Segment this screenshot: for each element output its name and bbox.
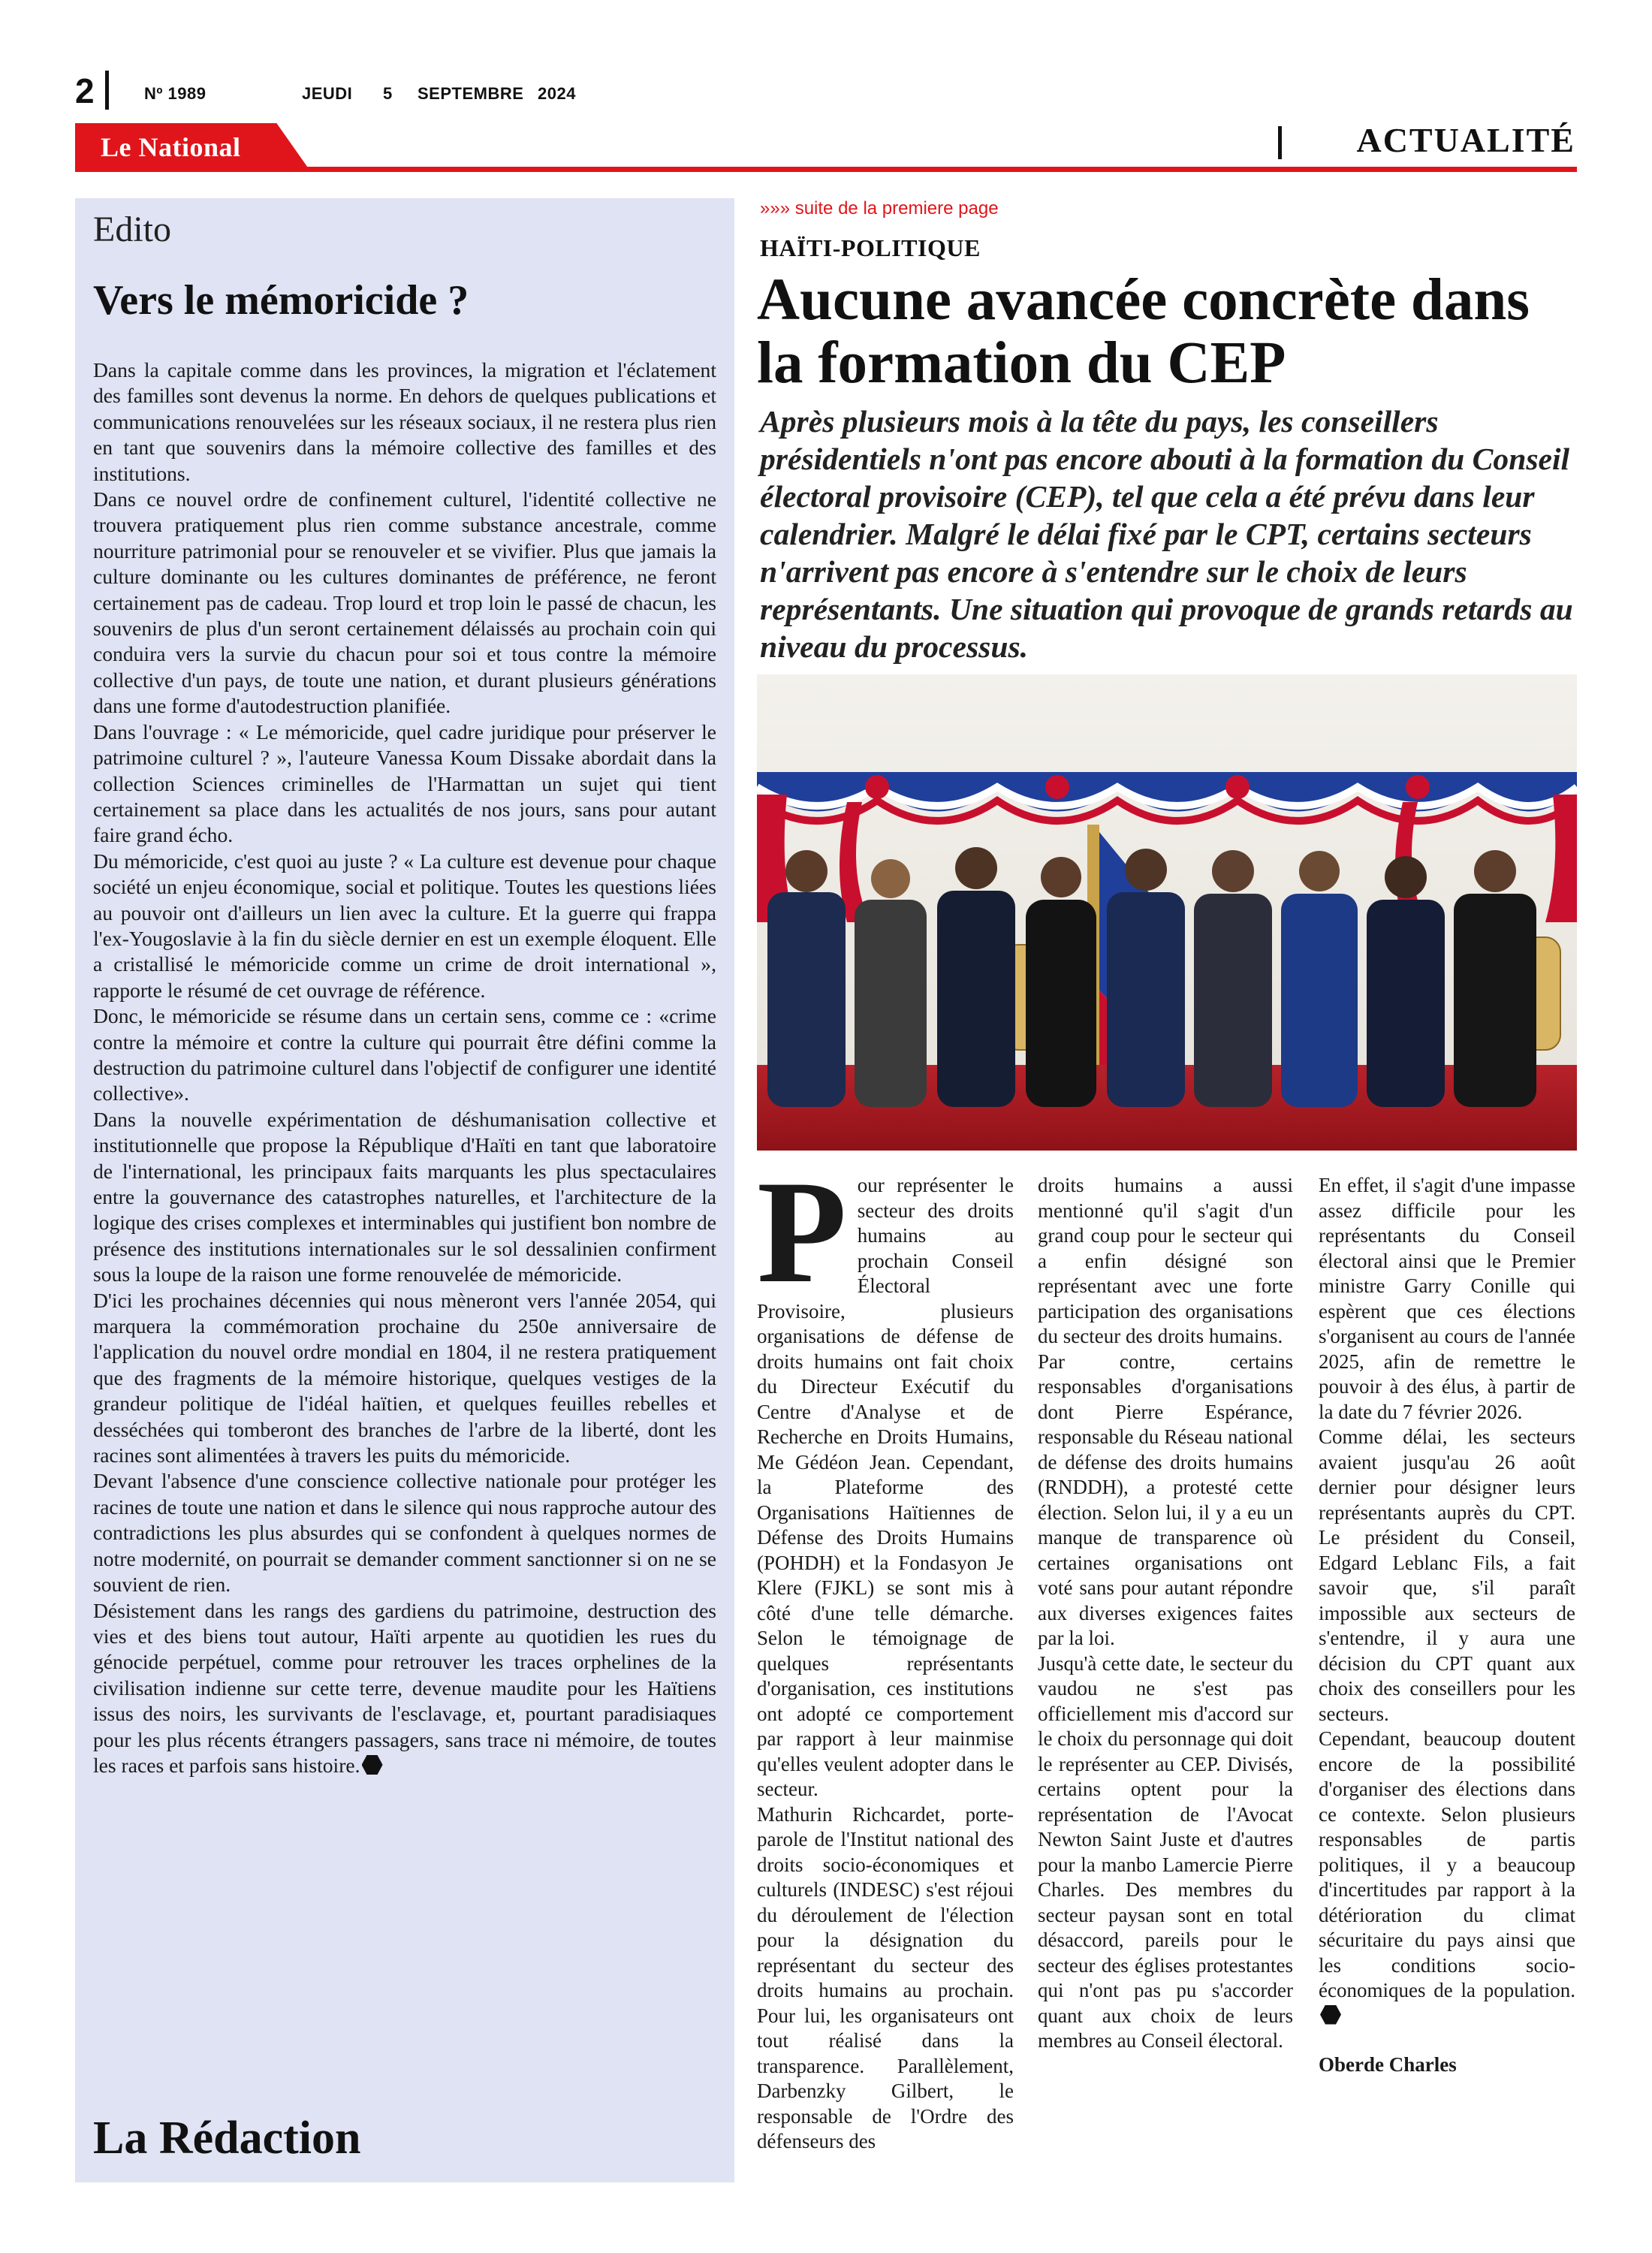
article-headline: Aucune avancée concrète dans la formation du CEP: [757, 267, 1530, 396]
folio-divider: [105, 71, 109, 110]
section-title: ACTUALITÉ: [1356, 121, 1575, 159]
header-rule: [75, 167, 1577, 172]
issue-date: 5: [383, 84, 393, 103]
edito-paragraph: Devant l'absence d'une conscience collective nationale pour protéger les racines de toute une nation et dans le silence qui nous rapproche autour des contradictions les plus absurdes qui se confondent à quelques normes de notre modernité, on pourrait se demander comment sanctionner si on ne se souvient de rien.: [93, 1469, 716, 1597]
edito-kicker: Edito: [93, 210, 171, 249]
article-paragraph: Mathurin Richcardet, porte-parole de l'Institut national des droits socio-économiques et culturels (INDESC) s'est réjoui du déroulement de l'élection pour la désignation du représentant du secteur des droits humains au prochain. Pour lui, les organisateurs ont tout réalisé dans la transparence. Parallèlement, Darbenzky Gilbert, le responsable de l'Ordre des défenseurs des: [757, 1802, 1014, 2152]
people-group: [767, 847, 1536, 1107]
article-paragraph: Par contre, certains responsables d'organisations dont Pierre Espérance, responsable du Réseau national de défense des droits humains (RNDDH), a protesté cette élection. Selon lui, il y a eu un manque de transparence où certaines organisations ont voté sans pour autant répondre aux diverses exigences faites par la loi.: [1038, 1350, 1293, 1649]
edito-paragraph: Donc, le mémoricide se résume dans un certain sens, comme ce : «crime contre la mémoire et contre la culture qui pourrait être défini comme la destruction du patrimoine culturel dans l'objectif de configurer une identité collective».: [93, 1004, 716, 1105]
article-column-3: [1319, 1173, 1575, 2078]
edito-title: Vers le mémoricide ?: [93, 277, 469, 324]
edito-paragraph: Dans la capitale comme dans les provinces, la migration et l'éclatement des familles sont devenus la norme. En dehors de quelques publications et communications renouvelées sur les réseaux sociaux, il ne restera plus rien en tant que souvenirs dans la mémoire collective des familles et des institutions.: [93, 358, 716, 485]
issue-day: JEUDI: [302, 84, 353, 103]
newspaper-brand: Le National: [101, 132, 241, 162]
issue-year: 2024: [538, 84, 576, 103]
edito-paragraph: D'ici les prochaines décennies qui nous mèneront vers l'année 2054, qui marquera la commémoration prochaine du 250e anniversaire de l'application du nouvel ordre mondial en 1804, il ne restera pratiquement que des fragments de la mémoire historique, quelques vestiges de la grandeur politique de l'idéal haïtien, et quelques feuilles rebelles et desséchées qui tomberont des branches de l'arbre de la liberté, dont les racines sont alimentées à travers les puits du mémoricide.: [93, 1288, 716, 1467]
edito-paragraph-text: Désistement dans les rangs des gardiens du patrimoine, destruction des vies et des biens tout autour, Haïti arpente au quotidien les rues du génocide perpétuel, comme pour retrouver les traces orphelines de la civilisation indienne sur cette terre, devenue maudite pour les Haïtiens issus des noirs, les survivants de l'esclavage, et, pourtant paradisiaques pour les plus récents étrangers passagers, sans trace ni mémoire, de toutes les races et parfois sans histoire.: [93, 1598, 716, 1777]
edito-paragraph: Dans l'ouvrage : « Le mémoricide, quel cadre juridique pour préserver le patrimoine culturel ? », l'auteure Vanessa Koum Dissake abordait dans la collection Sciences criminelles de l'Harmattan un sujet qui tient certainement sa place dans les actualités de nos jours, sans pour autant faire grand écho.: [93, 719, 716, 847]
article-byline: Oberde Charles: [1319, 2053, 1457, 2076]
article-column-2: [1038, 1173, 1293, 2054]
edito-paragraph: Du mémoricide, c'est quoi au juste ? « La culture est devenue pour chaque société un enjeu économique, social et politique. Toutes les questions liées au pouvoir ont d'ailleurs un lien avec la culture. Et la guerre qui frappa l'ex-Yougoslavie à la fin du siècle dernier en est un exemple éloquent. Elle a cristallisé le mémoricide comme un crime de droit international », rapporte le résumé de cet ouvrage de référence.: [93, 849, 716, 1002]
issue-month: SEPTEMBRE: [418, 84, 524, 103]
article-paragraph: Comme délai, les secteurs avaient jusqu'au 26 août dernier pour désigner leurs représentants auprès du CPT. Le président du Conseil, Edgard Leblanc Fils, a fait savoir que, s'il paraît impossible aux secteurs de s'entendre, il y aura une décision du CPT quant aux choix des conseillers pour les secteurs.: [1319, 1425, 1575, 1725]
page-number: 2: [75, 71, 95, 110]
edito-body: [93, 357, 716, 1778]
edito-signature: La Rédaction: [93, 2113, 361, 2164]
article-rubric: HAÏTI-POLITIQUE: [760, 234, 981, 261]
article-paragraph-text: Cependant, beaucoup doutent encore de la possibilité d'organiser des élections dans ce contexte. Selon plusieurs responsables de partis politiques, il y a beaucoup d'incertitudes par rapport à la détérioration du climat sécuritaire du pays ainsi que les conditions socio-économiques de la population.: [1319, 1727, 1575, 2001]
issue-number: Nº 1989: [144, 84, 206, 103]
article-lead: Après plusieurs mois à la tête du pays, les conseillers présidentiels n'ont pas encore abouti à la formation du Conseil électoral provisoire (CEP), tel que cela a été prévu dans leur calendrier. Malgré le délai fixé par le CPT, certains secteurs n'arrivent pas encore à s'entendre sur le choix de leurs représentants. Une situation qui provoque de grands retards au niveau du processus.: [760, 404, 1573, 664]
end-mark-icon: [362, 1755, 383, 1775]
article-paragraph: En effet, il s'agit d'une impasse assez difficile pour les représentants du Conseil électoral ainsi que le Premier ministre Garry Conille qui espèrent que ces élections s'organisent au cours de l'année 2025, afin de remettre le pouvoir à des élus, à partir de la date du 7 février 2026.: [1319, 1174, 1575, 1423]
article-paragraph-last: [1319, 1727, 1575, 2028]
article-paragraph-text: our représenter le secteur des droits humains au prochain Conseil Électoral Provisoire, plusieurs organisations de défense de droits humains ont fait choix du Directeur Exécutif du Centre d'Analyse et de Recherche en Droits Humains, Me Gédéon Jean. Cependant, la Plateforme des Organisations Haïtiennes de Défense des Droits Humains (POHDH) et la Fondasyon Je Klere (FJKL) se sont mis à côté d'une telle démarche. Selon le témoignage de quelques représentants d'organisation, ces institutions ont adopté ce comportement par rapport à leur mainmise qu'elles veulent adopter dans le secteur.: [757, 1174, 1014, 1800]
continued-note: »»» suite de la premiere page: [760, 198, 999, 219]
edito-paragraph: Dans ce nouvel ordre de confinement culturel, l'identité collective ne trouvera pratiquement plus rien comme substance ancestrale, comme nourriture patrimonial pour se renouveler et se vivifier. Plus que jamais la culture dominante ou les cultures dominantes de préférence, ne feront certainement pas de cadeau. Trop lourd et trop loin le passé de chacun, les souvenirs de plus d'un seront certainement délaissés au prochain coin qui conduira vers la survie du chacun pour soi et tous contre la mémoire collective d'un pays, de toute une nation, et durant plusieurs générations dans une forme d'autodestruction planifiée.: [93, 487, 716, 718]
end-mark-icon: [1320, 2005, 1341, 2025]
article-paragraph: [757, 1151, 1014, 1802]
article-column-1: [757, 1151, 1014, 2155]
article-paragraph: Jusqu'à cette date, le secteur du vaudou ne s'est pas officiellement mis d'accord sur le choix du personnage qui doit le représenter au CEP. Divisés, certains optent pour la représentation de l'Avocat Newton Saint Juste et d'autres pour la manbo Lamercie Pierre Charles. Des membres du secteur paysan sont en total désaccord, pareils pour le secteur des églises protestantes qui n'ont pas pu s'accorder quant aux choix de leurs membres au Conseil électoral.: [1038, 1651, 1293, 2052]
edito-paragraph-last: [93, 1598, 716, 1779]
drop-cap: P: [757, 1151, 847, 1313]
article-paragraph: droits humains a aussi mentionné qu'il s'agit d'un grand coup pour le secteur qui a enfin désigné son représentant avec une forte participation des organisations du secteur des droits humains.: [1038, 1174, 1293, 1347]
section-divider: [1278, 126, 1282, 159]
article-photo: [757, 674, 1577, 1151]
edito-paragraph: Dans la nouvelle expérimentation de déshumanisation collective et institutionnelle que propose la République d'Haïti en tant que laboratoire de l'international, les principaux faits marquants les plus spectaculaires entre la gouvernance des catastrophes naturelles, et l'architecture de la logique des crises complexes et interminables qui justifient bon nombre de présence des institutions internationales sur le sol dessalinien confirment sous la loupe de la raison une forme renouvelée de mémoricide.: [93, 1107, 716, 1286]
